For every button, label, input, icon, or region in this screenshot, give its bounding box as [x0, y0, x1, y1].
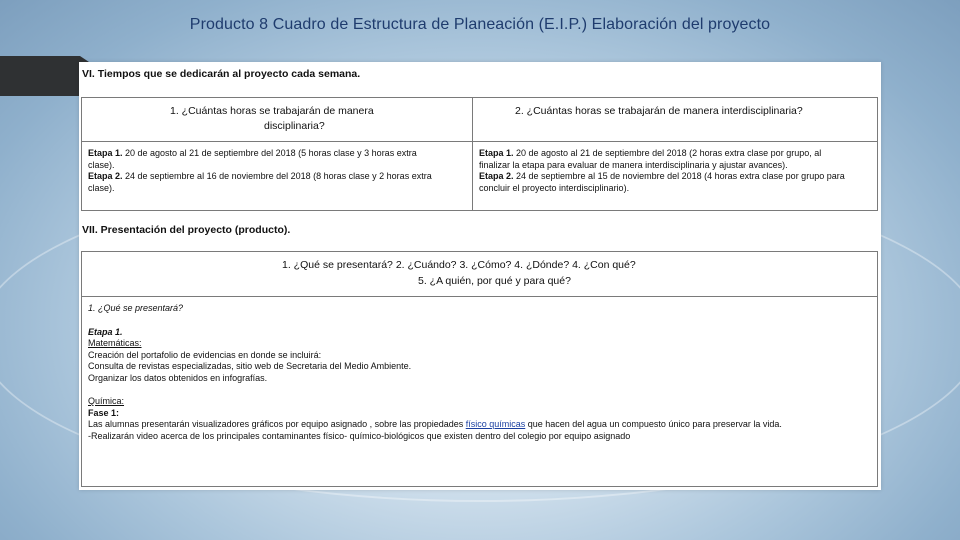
presentation-answer-text	[88, 303, 873, 442]
answer-etapa: Etapa 1.	[88, 326, 123, 337]
dark-tab-decoration	[0, 56, 80, 96]
interdisciplinary-hours-answer	[479, 148, 874, 194]
etapa-1-text-cont: finalizar la etapa para evaluar de manera interdisciplinaria y ajustar avances).	[479, 159, 788, 170]
fisico-quimicas-link[interactable]: físico químicas	[465, 419, 526, 429]
etapa-2-label: Etapa 2.	[88, 171, 123, 181]
quimica-item-2: -Realizarán video acerca de los principales contaminantes físico- químico-biológicos que existen dentro del colegio por equipo asignado	[88, 430, 631, 441]
disciplinary-hours-answer	[88, 148, 468, 194]
etapa-1-text: 20 de agosto al 21 de septiembre del 2018 (2 horas extra clase por grupo, al	[513, 148, 822, 158]
etapa-1-text-cont: clase).	[88, 159, 115, 170]
quimica-item-1-a: Las alumnas presentarán visualizadores gráficos por equipo asignado , sobre las propiedades	[88, 419, 466, 429]
etapa-2-text: 24 de septiembre al 16 de noviembre del 2018 (8 horas clase y 2 horas extra	[122, 171, 432, 181]
presentation-questions-box	[81, 251, 878, 297]
etapa-1-label: Etapa 1.	[88, 148, 123, 158]
hours-table	[81, 97, 878, 211]
quimica-item-1-b: que hacen del agua un compuesto único para preservar la vida.	[525, 419, 782, 429]
etapa-1-text: 20 de agosto al 21 de septiembre del 2018 (5 horas clase y 3 horas extra	[122, 148, 417, 158]
document-page	[79, 62, 881, 490]
section-6-heading: VI. Tiempos que se dedicarán al proyecto cada semana.	[82, 68, 361, 80]
table-divider-vertical	[472, 98, 473, 210]
matematicas-heading: Matemáticas:	[88, 338, 142, 348]
fase-label: Fase 1:	[88, 407, 120, 418]
presentation-answer-box	[81, 297, 878, 487]
etapa-2-text: 24 de septiembre al 15 de noviembre del 2018 (4 horas extra clase por grupo para	[513, 171, 845, 181]
quimica-heading: Química:	[88, 396, 125, 406]
presentation-questions-line-2: 5. ¿A quién, por qué y para qué?	[418, 275, 571, 287]
table-divider-horizontal	[82, 141, 877, 142]
etapa-2-text-cont: clase).	[88, 182, 115, 193]
matematicas-item-3: Organizar los datos obtenidos en infografías.	[88, 372, 268, 383]
question-2: 2. ¿Cuántas horas se trabajarán de manera interdisciplinaria?	[515, 105, 803, 117]
section-7-heading: VII. Presentación del proyecto (producto).	[82, 224, 291, 236]
matematicas-item-2: Consulta de revistas especializadas, sitio web de Secretaria del Medio Ambiente.	[88, 361, 412, 371]
presentation-questions-line-1: 1. ¿Qué se presentará? 2. ¿Cuándo? 3. ¿Cómo? 4. ¿Dónde? 4. ¿Con qué?	[282, 259, 636, 271]
question-1-line-2: disciplinaria?	[264, 120, 325, 132]
answer-question: 1. ¿Qué se presentará?	[88, 303, 184, 313]
slide-title: Producto 8 Cuadro de Estructura de Planeación (E.I.P.) Elaboración del proyecto	[189, 16, 771, 33]
etapa-1-label: Etapa 1.	[479, 148, 514, 158]
etapa-2-label: Etapa 2.	[479, 171, 514, 181]
question-1-line-1: 1. ¿Cuántas horas se trabajarán de manera	[170, 105, 374, 117]
etapa-2-text-cont: concluir el proyecto interdisciplinario).	[479, 182, 630, 193]
matematicas-item-1: Creación del portafolio de evidencias en donde se incluirá:	[88, 349, 322, 360]
